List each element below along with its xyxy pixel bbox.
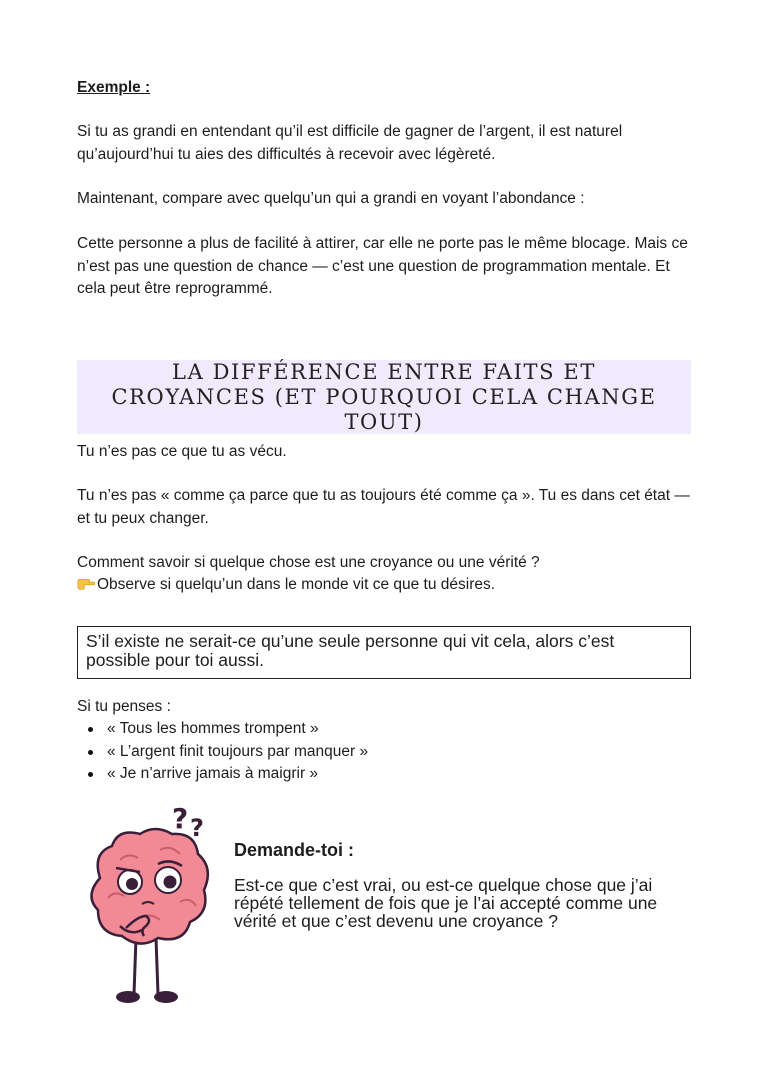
section-title-banner (77, 360, 691, 434)
section-title: LA DIFFÉRENCE ENTRE FAITS ET CROYANCES (ET POURQUOI CELA CHANGE TOUT) (111, 359, 657, 434)
section-paragraph-2: Tu n’es pas « comme ça parce que tu as toujours été comme ça ». Tu es dans cet état — et tu peux changer. (77, 487, 690, 527)
section-paragraph-4-text: Observe si quelqu’un dans le monde vit ce que tu désires. (97, 576, 496, 593)
list-item: « L’argent finit toujours par manquer » (77, 741, 368, 764)
example-label: Exemple : (77, 79, 151, 96)
backhand-index-pointing-right-icon (77, 575, 95, 591)
example-paragraph-3: Cette personne a plus de facilité à attirer, car elle ne porte pas le même blocage. Mais ce n’est pas une question de chance — c’est une question de programmation mentale. Et cela peut être reprogrammé. (77, 235, 688, 297)
example-paragraph-2: Maintenant, compare avec quelqu’un qui a grandi en voyant l’abondance : (77, 190, 585, 207)
highlight-box: S’il existe ne serait-ce qu’une seule personne qui vit cela, alors c’est possible pour toi aussi. (77, 626, 691, 679)
example-paragraph-1: Si tu as grandi en entendant qu’il est difficile de gagner de l’argent, il est naturel qu’aujourd’hui tu aies des difficultés à recevoir avec légèreté. (77, 123, 623, 163)
svg-text:?: ? (172, 802, 189, 835)
ask-text: Est-ce que c’est vrai, ou est-ce quelque chose que j’ai répété tellement de fois que je l’ai accepté comme une vérité et que c’est devenu une croyance ? (234, 875, 658, 931)
svg-text:?: ? (190, 814, 204, 842)
section-paragraph-3: Comment savoir si quelque chose est une croyance ou une vérité ? (77, 554, 540, 571)
section-paragraph-1: Tu n’es pas ce que tu as vécu. (77, 443, 287, 460)
thinking-brain-icon (80, 798, 220, 1008)
section-paragraph-4 (77, 574, 697, 597)
list-item: « Je n’arrive jamais à maigrir » (77, 763, 368, 786)
belief-list (77, 718, 368, 786)
list-item: « Tous les hommes trompent » (77, 718, 368, 741)
list-intro: Si tu penses : (77, 698, 171, 715)
ask-title: Demande-toi : (234, 840, 355, 860)
